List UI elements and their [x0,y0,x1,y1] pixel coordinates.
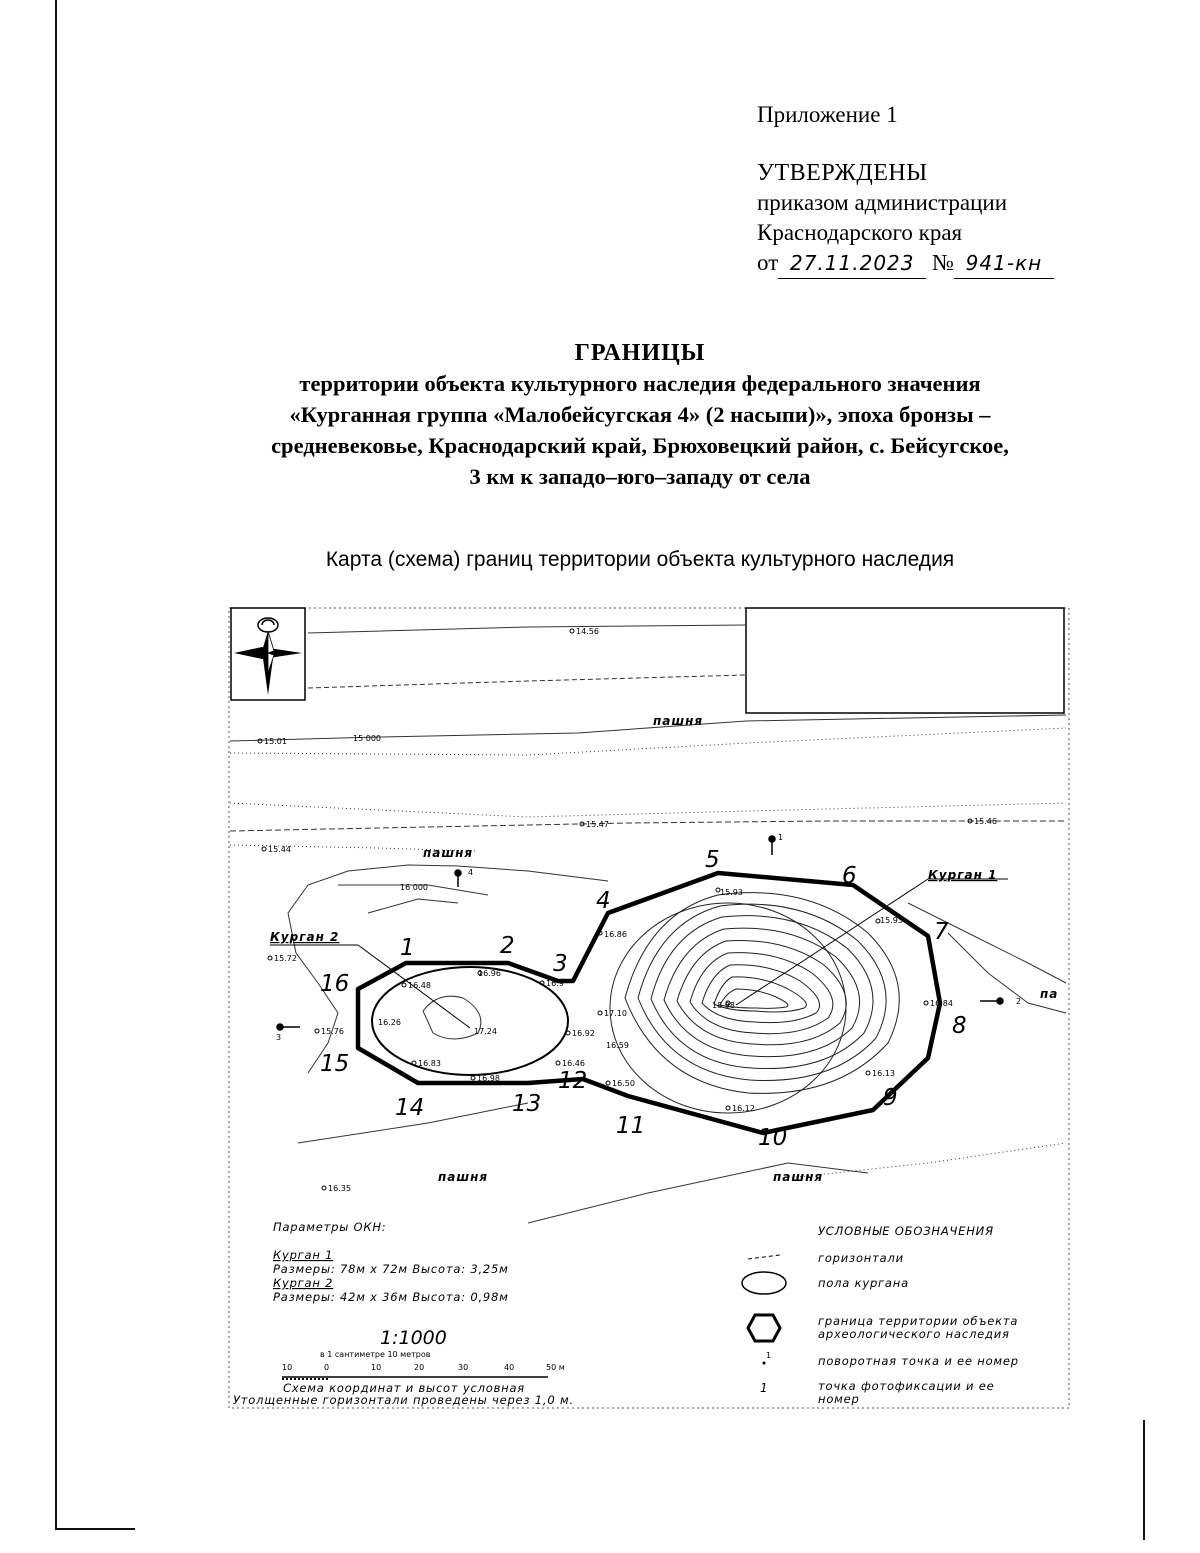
scan-edge-bottom [55,1528,135,1530]
mound-2-label: Курган 2 [270,930,340,944]
vertex-8: 8 [952,1013,967,1039]
parameters-title: Параметры ОКН: [273,1220,387,1234]
elevation-label: 16.84 [930,999,953,1008]
approval-line-1: приказом администрации [757,190,1008,215]
title-line-3: средневековье, Краснодарский край, Брюховецкий район, с. Бейсугское, [271,433,1009,458]
vertex-numbers [320,847,967,1151]
elevation-label: 15.93 [880,916,903,925]
photo-point-3-label: 3 [276,1033,282,1042]
mound-1-contours [610,893,899,1113]
elevation-label: 16.12 [732,1104,755,1113]
approval-date-line [757,248,1054,279]
date-prefix: от [757,250,779,275]
appendix-label: Приложение 1 [757,102,898,127]
scale-tick: 30 [458,1363,469,1372]
elevation-label: 17.10 [604,1009,627,1018]
scale-tick: 20 [414,1363,425,1372]
scale-tick: 10 [371,1363,382,1372]
legend-mound-symbol [742,1272,786,1294]
field-label-top: пашня [653,714,704,728]
approval-number: 941-кн [954,248,1054,279]
scale-tick: 50 м [546,1363,565,1372]
legend-title: УСЛОВНЫЕ ОБОЗНАЧЕНИЯ [818,1224,994,1238]
vertex-12: 12 [558,1068,588,1094]
approval-date: 27.11.2023 [778,248,926,279]
scale-tick: 0 [324,1363,330,1372]
photo-point-4-label: 4 [468,868,474,877]
vertex-4: 4 [596,888,611,914]
elevation-label: 16.9 [546,979,564,988]
mound-1-label: Курган 1 [928,868,998,882]
vertex-6: 6 [842,863,857,889]
scan-edge-right [1143,1420,1145,1540]
elevation-label: 16.26 [378,1018,401,1027]
vertex-9: 9 [883,1085,898,1111]
vertex-2: 2 [500,933,515,959]
elevation-label: 15.76 [321,1027,344,1036]
elevation-label: 16.13 [872,1069,895,1078]
contour-label-16000: 16 000 [400,883,428,892]
document-title [150,338,1130,492]
legend [742,1224,1019,1406]
vertex-15: 15 [320,1051,350,1077]
elevation-label: 15.93 [720,888,743,897]
scale-tick: 40 [504,1363,515,1372]
vertex-11: 11 [616,1113,646,1139]
mound-1-size: Размеры: 78м х 72м Высота: 3,25м [273,1262,509,1276]
field-label-bottom-right: пашня [773,1170,824,1184]
vertex-1: 1 [400,935,415,961]
legend-turn-point: поворотная точка и ее номер [818,1354,1019,1368]
field-label-right: па [1040,987,1059,1001]
scale-footnote-1: Схема координат и высот условная [283,1381,526,1395]
mound-2-contour [423,996,481,1039]
approval-line-2: Краснодарского края [757,220,963,245]
elevation-label: 16.50 [612,1079,635,1088]
vertex-10: 10 [758,1125,788,1151]
legend-contours: горизонтали [818,1251,904,1265]
title-line-4: 3 км к западо–юго–западу от села [469,464,811,489]
elevation-label: 16.59 [606,1041,629,1050]
vertex-13: 13 [512,1091,542,1117]
legend-contour-symbol [748,1255,780,1259]
scale-footnote-2: Утолщенные горизонтали проведены через 1,0 м. [233,1393,574,1407]
vertex-14: 14 [395,1095,425,1121]
elevation-label: 16.96 [478,969,501,978]
elevation-label: 15.72 [274,954,297,963]
mound-2-name: Курган 2 [273,1276,334,1290]
mound-2-base [372,967,568,1075]
elevation-label: 15.47 [586,820,609,829]
number-prefix: № [932,250,954,275]
vertex-3: 3 [553,951,568,977]
elevation-label: 18.98 [712,1001,735,1010]
title-line-2: «Курганная группа «Малобейсугская 4» (2 насыпи)», эпоха бронзы – [289,402,991,427]
photo-point-1-label: 1 [778,833,784,842]
legend-turn-symbol: 1 [766,1351,772,1360]
heritage-boundary [358,873,940,1133]
elevation-label: 16.86 [604,930,627,939]
scan-edge-left [55,0,57,1530]
approval-block [757,100,1054,279]
photo-point-2-label: 2 [1016,997,1022,1006]
vertex-7: 7 [934,919,949,945]
elevation-label: 15.44 [268,845,291,854]
north-arrow-icon [231,608,305,700]
contour-label-15000: 15 000 [353,734,381,743]
legend-photo-symbol: 1 [760,1381,768,1395]
legend-photo-1: точка фотофиксации и ее [818,1379,995,1393]
vertex-16: 16 [320,971,350,997]
approved-heading: УТВЕРЖДЕНЫ [757,160,928,186]
elevation-label: 15.01 [264,737,287,746]
scale-tick: 10 [282,1363,293,1372]
elevation-label: 16.83 [418,1059,441,1068]
elevation-label: 15.46 [974,817,997,826]
info-box [746,608,1064,713]
elevation-label: 16.92 [572,1029,595,1038]
legend-boundary-1: граница территории объекта [818,1314,1019,1328]
photo-points [277,836,1003,1030]
mound-2-size: Размеры: 42м х 36м Высота: 0,98м [273,1290,509,1304]
elevation-label: 16.46 [562,1059,585,1068]
scale-block [233,1327,574,1407]
field-label-mid: пашня [423,846,474,860]
field-label-bottom-left: пашня [438,1170,489,1184]
legend-mound-base: пола кургана [818,1276,909,1290]
elevation-label: 17.24 [474,1027,497,1036]
title-heading: ГРАНИЦЫ [574,340,706,366]
legend-boundary-2: археологического наследия [818,1327,1010,1341]
title-line-1: территории объекта культурного наследия федерального значения [299,371,981,396]
legend-photo-2: номер [818,1392,860,1406]
vertex-5: 5 [705,847,720,873]
legend-boundary-symbol [748,1315,780,1341]
legend-turn-point-icon [763,1362,766,1365]
elevation-label: 14.56 [576,627,599,636]
scale-ratio: 1:1000 [380,1327,447,1349]
map-caption: Карта (схема) границ территории объекта культурного наследия [325,548,955,571]
boundary-map [228,603,1073,1413]
mound-1-name: Курган 1 [273,1248,334,1262]
elevation-label: 16.48 [408,981,431,990]
scale-note: в 1 сантиметре 10 метров [320,1350,431,1359]
elevation-label: 16.98 [477,1074,500,1083]
elevation-label: 16.35 [328,1184,351,1193]
parameters-block [273,1220,509,1304]
